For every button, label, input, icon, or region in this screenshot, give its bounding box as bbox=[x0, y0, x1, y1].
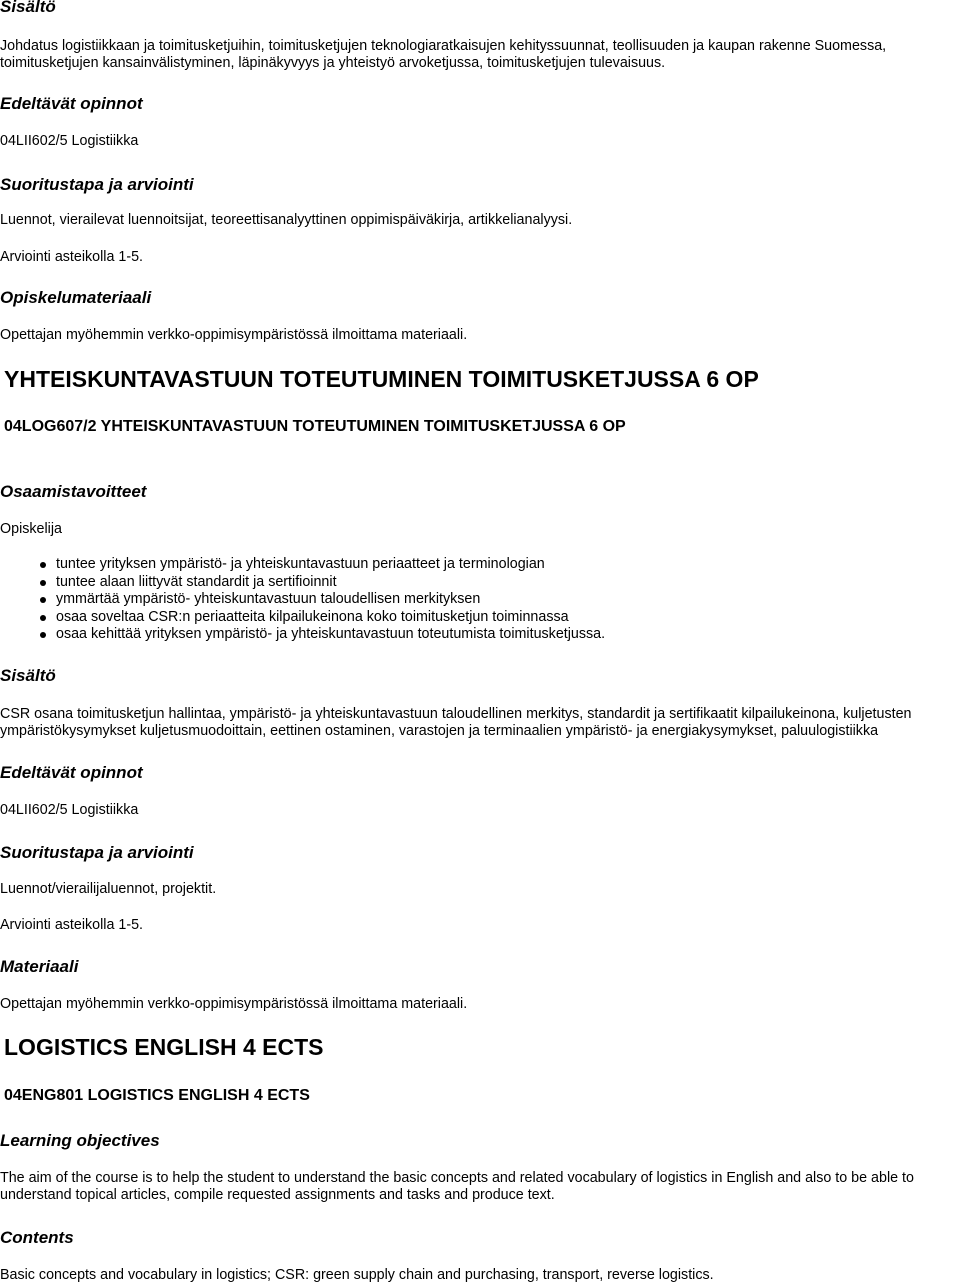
section-heading-objectives: Osaamistavoitteet bbox=[0, 482, 147, 501]
method-text: Luennot, vierailevat luennoitsijat, teoreettisanalyyttinen oppimispäiväkirja, artikkelianalyysi. bbox=[0, 212, 573, 228]
section-heading-prerequisites: Edeltävät opinnot bbox=[0, 94, 143, 113]
objectives-list bbox=[56, 556, 605, 644]
sisalto-paragraph: CSR osana toimitusketjun hallintaa, ympäristö- ja yhteiskuntavastuun taloudellinen merkitys, standardit ja sertifikaatit kilpailukeinona, kuljetusten ympäristökysymykset kuljetusmuodoittain, eettinen ostaminen, varastojen ja terminaalien ympäristö- ja energiakysymykset, paluulogistiikka bbox=[0, 706, 912, 739]
contents-text: Basic concepts and vocabulary in logistics; CSR: green supply chain and purchasing, transport, reverse logistics. bbox=[0, 1267, 714, 1283]
course-title: LOGISTICS ENGLISH 4 ECTS bbox=[4, 1034, 324, 1060]
learning-objectives-text: The aim of the course is to help the student to understand the basic concepts and related vocabulary of logistics in English and also to be able to understand topical articles, compile requested assignments and tasks and produce text. bbox=[0, 1170, 914, 1203]
section-heading-contents: Contents bbox=[0, 1228, 74, 1247]
material-text: Opettajan myöhemmin verkko-oppimisympäristössä ilmoittama materiaali. bbox=[0, 327, 468, 343]
course-code-title: 04LOG607/2 YHTEISKUNTAVASTUUN TOTEUTUMINEN TOIMITUSKETJUSSA 6 OP bbox=[4, 418, 626, 435]
section-heading-method: Suoritustapa ja arviointi bbox=[0, 843, 194, 862]
list-item: osaa kehittää yrityksen ympäristö- ja yhteiskuntavastuun toteutumista toimitusketjussa. bbox=[56, 626, 606, 642]
list-item: osaa soveltaa CSR:n periaatteita kilpailukeinona koko toimitusketjun toiminnassa bbox=[56, 609, 605, 627]
list-item: tuntee alaan liittyvät standardit ja sertifioinnit bbox=[56, 574, 605, 592]
section-heading-prerequisites: Edeltävät opinnot bbox=[0, 763, 143, 782]
grading-text: Arviointi asteikolla 1-5. bbox=[0, 917, 144, 933]
grading-text: Arviointi asteikolla 1-5. bbox=[0, 249, 144, 265]
prerequisites-text: 04LII602/5 Logistiikka bbox=[0, 802, 139, 818]
section-heading-material: Opiskelumateriaali bbox=[0, 288, 152, 307]
list-item: tuntee yrityksen ympäristö- ja yhteiskuntavastuun periaatteet ja terminologian bbox=[56, 556, 605, 574]
section-heading-material: Materiaali bbox=[0, 957, 79, 976]
student-label: Opiskelija bbox=[0, 521, 62, 537]
method-text: Luennot/vierailijaluennot, projektit. bbox=[0, 881, 217, 897]
section-heading-method: Suoritustapa ja arviointi bbox=[0, 175, 194, 194]
course-title: YHTEISKUNTAVASTUUN TOTEUTUMINEN TOIMITUSKETJUSSA 6 OP bbox=[4, 366, 759, 392]
sisalto-paragraph: Johdatus logistiikkaan ja toimitusketjuihin, toimitusketjujen teknologiaratkaisujen kehityssuunnat, teollisuuden ja kaupan rakenne Suomessa, toimitusketjujen kansainvälistyminen, läpinäkyvyys ja yhteistyö arvoketjussa, toimitusketjujen tulevaisuus. bbox=[0, 38, 887, 71]
list-item: ymmärtää ympäristö- yhteiskuntavastuun taloudellisen merkityksen bbox=[56, 591, 605, 609]
section-heading-sisalto: Sisältö bbox=[0, 0, 56, 16]
section-heading-learning-objectives: Learning objectives bbox=[0, 1131, 160, 1150]
prerequisites-text: 04LII602/5 Logistiikka bbox=[0, 133, 139, 149]
section-heading-sisalto: Sisältö bbox=[0, 666, 56, 685]
course-code-title: 04ENG801 LOGISTICS ENGLISH 4 ECTS bbox=[4, 1087, 310, 1104]
material-text: Opettajan myöhemmin verkko-oppimisympäristössä ilmoittama materiaali. bbox=[0, 996, 468, 1012]
